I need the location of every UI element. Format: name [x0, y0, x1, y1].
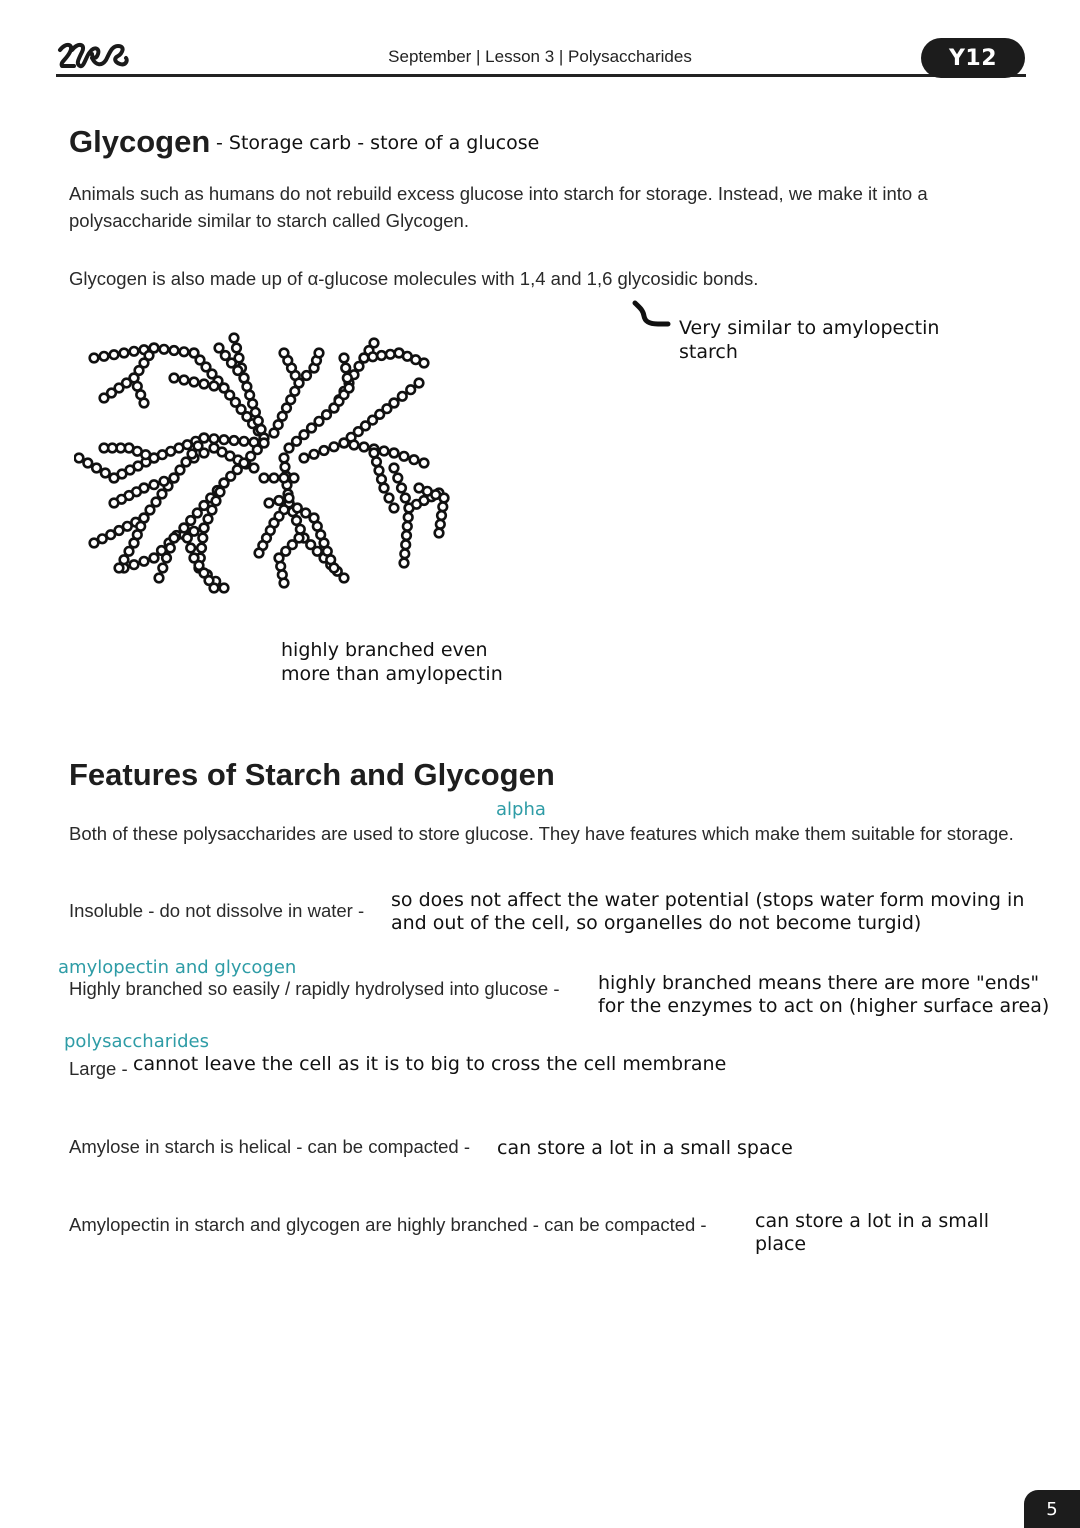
- diagram-caption: highly branched even more than amylopectin: [281, 639, 503, 685]
- glycogen-paragraph-2: Glycogen is also made up of α-glucose molecules with 1,4 and 1,6 glycosidic bonds.: [69, 268, 759, 289]
- glycogen-paragraph-1: Animals such as humans do not rebuild excess glucose into starch for storage. Instead, we make it into a polysaccharide similar to starch called Glycogen.: [69, 183, 928, 231]
- feature-insoluble-label: Insoluble - do not dissolve in water -: [69, 900, 365, 921]
- page-number: 5: [1024, 1490, 1080, 1528]
- feature-large-answer: cannot leave the cell as it is to big to cross the cell membrane: [133, 1053, 727, 1075]
- lesson-breadcrumb: September | Lesson 3 | Polysaccharides: [388, 47, 692, 66]
- glycogen-structure-diagram: [74, 328, 454, 608]
- feature-large-label: Large -: [69, 1058, 128, 1079]
- feature-amylose-label: Amylose in starch is helical - can be compacted -: [69, 1136, 471, 1157]
- feature-amylopectin-answer: can store a lot in a small place: [755, 1210, 989, 1255]
- amylopectin-similarity-note: Very similar to amylopectin starch: [679, 317, 940, 363]
- features-intro: Both of these polysaccharides are used to store glucose. They have features which make them suitable for storage.: [69, 823, 1014, 844]
- features-heading: Features of Starch and Glycogen: [69, 757, 555, 792]
- year-badge: Y12: [921, 38, 1025, 78]
- feature-amylopectin-label: Amylopectin in starch and glycogen are highly branched - can be compacted -: [69, 1214, 707, 1235]
- feature-large-tag: polysaccharides: [64, 1031, 210, 1052]
- pen-squiggle-icon: [628, 296, 674, 332]
- feature-insoluble-answer: so does not affect the water potential (stops water form moving in and out of the cell, so organelles do not become turgid): [391, 889, 1025, 934]
- feature-branched-answer: highly branched means there are more "ends" for the enzymes to act on (higher surface area): [598, 972, 1050, 1017]
- glycogen-handwritten-note: - Storage carb - store of a glucose: [216, 132, 540, 154]
- glycogen-heading: Glycogen: [69, 124, 211, 159]
- header-divider: [56, 74, 1026, 77]
- feature-branched-tag: amylopectin and glycogen: [58, 957, 297, 978]
- feature-amylose-answer: can store a lot in a small space: [497, 1137, 793, 1159]
- alpha-annotation: alpha: [496, 799, 546, 820]
- feature-branched-label: Highly branched so easily / rapidly hydrolysed into glucose -: [69, 978, 560, 999]
